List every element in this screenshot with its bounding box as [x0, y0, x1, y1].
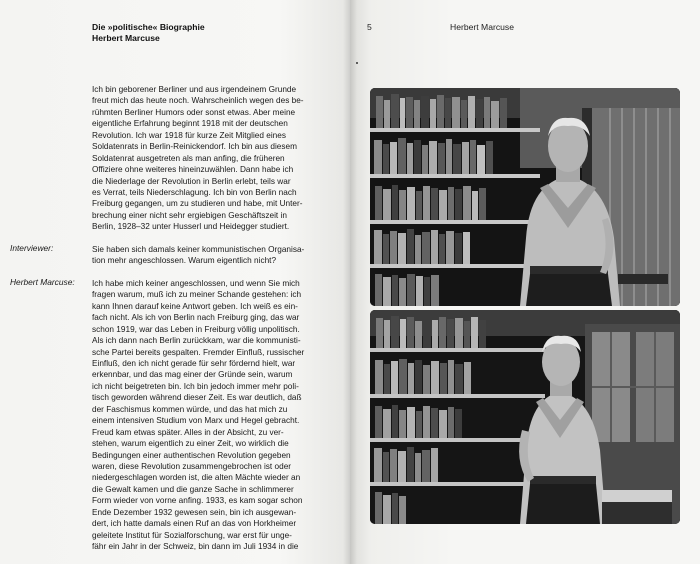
photo-marcuse-bookshelf-top: [370, 88, 680, 306]
text-line: tion mehr angeschlossen. Warum eigentlich nicht?: [92, 256, 277, 266]
text-line: der Faschismus kommen würde, und das hat mich zu: [92, 404, 288, 414]
text-line: fragen warum, muß ich zu meiner Schande gestehen: ich: [92, 290, 302, 300]
text-line: dert, ich hatte damals einen Ruf an das von Horkheimer: [92, 519, 297, 529]
paragraph-marcuse-answer: [92, 278, 328, 553]
photo-image-bottom: [370, 310, 680, 524]
photo-marcuse-bookshelf-bottom: [370, 310, 680, 524]
text-line: Einfluß, den ich nicht gerade für sehr fördernd hielt, war: [92, 359, 296, 368]
text-line: Revolution. Ich war 1918 für kurze Zeit Mitglied eines: [92, 130, 286, 140]
running-head: [92, 22, 205, 44]
text-line: Offiziere ohne weiteres hineinzuwählen. Dann habe ich: [92, 165, 294, 175]
speaker-label-interviewer: Interviewer:: [10, 243, 54, 253]
text-line: erkennbar, und das mag einer der Gründe sein, warum: [92, 370, 293, 380]
text-line: Bedingungen einer authentischen Revolution gegeben: [92, 450, 291, 460]
text-line: geleitete Institut für Sozialforschung, war erst für unge-: [92, 530, 292, 540]
text-line: Freud kam etwas später. Alles in der Absicht, zu ver-: [92, 427, 284, 437]
text-line: fähr ein Jahr in der Schweiz, bin dann im Juli 1934 in die: [92, 542, 299, 551]
text-line: stehen, warum eigentlich zu einer Zeit, wo wirklich die: [92, 439, 289, 449]
text-line: Ich bin geborener Berliner und aus irgendeinem Grunde: [92, 85, 297, 94]
text-line: fach nicht. Als ich von Berlin nach Freiburg ging, das war: [92, 313, 300, 323]
text-line: rühmten Berliner Humors oder sonst etwas. Aber meine: [92, 107, 296, 117]
text-line: schon 1919, war das Leben in Freiburg völlig unpolitisch.: [92, 324, 300, 334]
text-line: niedergeschlagen worden ist, die alten Mächte wieder an: [92, 473, 301, 483]
interview-text: [92, 84, 328, 552]
book-gutter: [343, 0, 357, 564]
text-line: sche Partei bereits gespalten. Fremder Einfluß, russischer: [92, 347, 305, 357]
text-line: einem intensiven Studium von Marx und Hegel gebracht.: [92, 416, 300, 426]
text-line: Ende Dezember 1932 gewesen sein, bin ich ausgewan-: [92, 507, 297, 517]
text-line: waren, diese Revolution zusammengebrochen ist oder: [92, 461, 292, 471]
text-line: kann Ihnen darauf keine Antwort geben. Ich weiß es ein-: [92, 301, 298, 311]
text-line: Sie haben sich damals keiner kommunistischen Organisa-: [92, 244, 305, 254]
text-line: Soldatenrat ausgetreten als man anfing, die früheren: [92, 153, 285, 163]
paragraph-interviewer-question: [92, 244, 328, 267]
paragraph-intro: [92, 84, 328, 233]
text-line: Als ich dann nach Berlin zurückkam, war die kommunisti-: [92, 336, 301, 346]
text-line: tisch geworden während dieser Zeit. Es war deutlich, daß: [92, 393, 302, 403]
right-running-head: Herbert Marcuse: [450, 22, 514, 32]
paper-speck: [356, 62, 358, 64]
book-title: Die »politische« Biographie: [92, 22, 205, 32]
book-author: Herbert Marcuse: [92, 33, 160, 43]
text-line: es Verrat, teils Niederschlagung. Ich bin von Berlin nach: [92, 187, 297, 197]
text-line: die Gewalt kamen und die ganze Sache in schlimmerer: [92, 484, 294, 494]
text-line: Soldatenrats in Berlin-Reinickendorf. Ich bin aus diesem: [92, 142, 297, 152]
text-line: Form wieder von vorne anfing. 1933, es kam sogar schon: [92, 496, 303, 506]
page-number: 5: [367, 22, 372, 32]
text-line: die Niederlage der Revolution in Berlin erlebt, teils war: [92, 176, 291, 186]
text-line: eigentliche Erfahrung beginnt 1918 mit der deutschen: [92, 119, 288, 129]
text-line: freut mich das heute noch. Wahrscheinlich wegen des be-: [92, 96, 304, 106]
speaker-label-marcuse: Herbert Marcuse:: [10, 277, 75, 287]
text-line: Berlin, 1928–32 unter Husserl und Heidegger studiert.: [92, 222, 290, 232]
photo-image-top: [370, 88, 680, 306]
text-line: Freiburg gegangen, um zu studieren und habe, mit Unter-: [92, 199, 303, 209]
text-line: brechung einer nicht sehr ergiebigen Geschäftszeit in: [92, 210, 287, 220]
text-line: ich nicht beigetreten bin. Ich bin jedoch immer mehr poli-: [92, 381, 299, 391]
text-line: Ich habe mich keiner angeschlossen, und wenn Sie mich: [92, 278, 300, 288]
